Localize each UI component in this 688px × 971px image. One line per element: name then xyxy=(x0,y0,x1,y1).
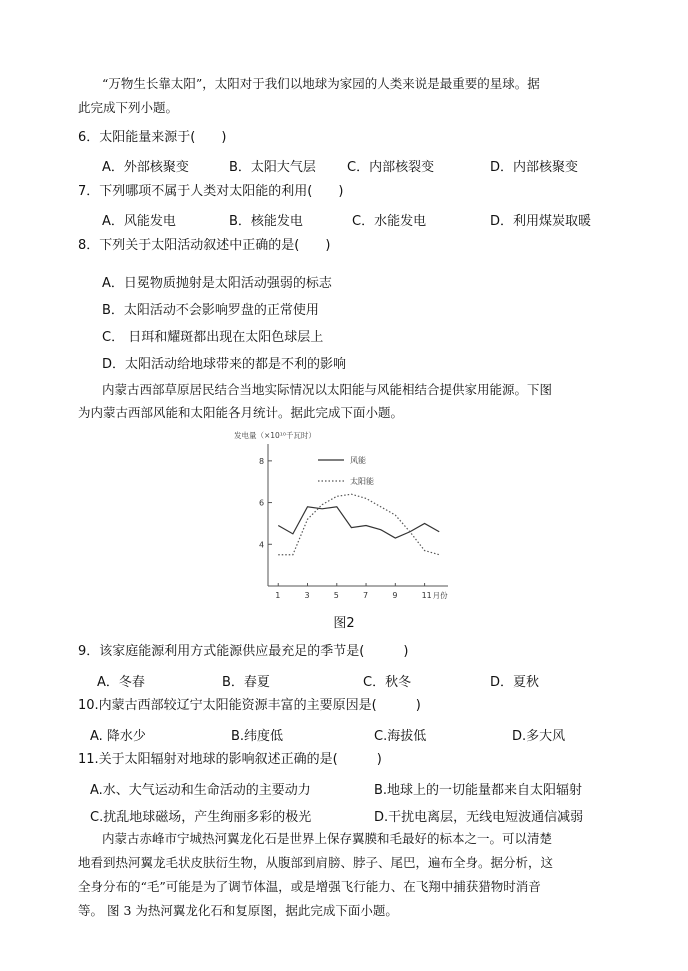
question-7-option-c: C．水能发电 xyxy=(352,214,427,229)
x-tick-label: 3 xyxy=(304,591,310,600)
x-axis-unit: 月份 xyxy=(432,591,448,600)
passage3-line2: 地看到热河翼龙毛状皮肤衍生物，从腹部到肩膀、脖子、尾巴，遍布全身。据分析，这 xyxy=(78,855,554,870)
question-6-option-a: A．外部核聚变 xyxy=(102,160,189,175)
question-10-option-b: B.纬度低 xyxy=(231,729,284,744)
question-7-option-a: A．风能发电 xyxy=(102,214,176,229)
passage2-line1: 内蒙古西部草原居民结合当地实际情况以太阳能与风能相结合提供家用能源。下图 xyxy=(102,382,553,397)
question-7-option-b: B．核能发电 xyxy=(229,214,303,229)
figure-caption: 图2 xyxy=(333,616,355,631)
question-8-option-b: B．太阳活动不会影响罗盘的正常使用 xyxy=(102,303,319,318)
question-11-stem: 11.关于太阳辐射对地球的影响叙述正确的是( ) xyxy=(78,752,382,767)
question-11-option-a: A.水、大气运动和生命活动的主要动力 xyxy=(90,783,311,798)
question-9-option-d: D．夏秋 xyxy=(490,675,540,690)
question-6-option-c: C．内部核裂变 xyxy=(347,160,435,175)
question-6-stem: 6．太阳能量来源于( ) xyxy=(78,130,227,145)
question-11-option-d: D.干扰电离层，无线电短波通信减弱 xyxy=(374,810,584,825)
x-tick-label: 5 xyxy=(333,591,339,600)
question-10-option-a: A. 降水少 xyxy=(90,729,146,744)
question-9-option-a: A．冬春 xyxy=(97,675,145,690)
y-tick-label: 8 xyxy=(259,456,265,466)
x-tick-label: 9 xyxy=(392,591,398,600)
energy-line-chart xyxy=(230,430,460,605)
question-10-option-d: D.多大风 xyxy=(512,729,566,744)
question-6-option-b: B．太阳大气层 xyxy=(229,160,316,175)
question-6-option-d: D．内部核聚变 xyxy=(490,160,579,175)
question-9-option-c: C．秋冬 xyxy=(363,675,412,690)
question-8-option-c: C． 日珥和耀斑都出现在太阳色球层上 xyxy=(102,330,324,345)
legend-label-wind: 风能 xyxy=(350,456,366,465)
energy-chart xyxy=(230,430,460,605)
y-axis-label: 发电量（×10¹⁰千瓦时） xyxy=(234,431,316,440)
legend-label-solar: 太阳能 xyxy=(350,477,374,486)
series-line-solar xyxy=(278,494,439,554)
question-10-stem: 10.内蒙古西部较辽宁太阳能资源丰富的主要原因是( ) xyxy=(78,698,421,713)
question-8-option-a: A．日冕物质抛射是太阳活动强弱的标志 xyxy=(102,276,332,291)
x-tick-label: 11 xyxy=(421,591,432,600)
y-tick-label: 6 xyxy=(259,498,265,508)
passage2-line2: 为内蒙古西部风能和太阳能各月统计。据此完成下面小题。 xyxy=(78,405,404,420)
question-11-option-b: B.地球上的一切能量都来自太阳辐射 xyxy=(374,783,583,798)
question-9-option-b: B．春夏 xyxy=(222,675,270,690)
question-10-option-c: C.海拔低 xyxy=(374,729,427,744)
question-9-stem: 9．该家庭能源利用方式能源供应最充足的季节是( ) xyxy=(78,644,409,659)
passage1-line1: “万物生长靠太阳”，太阳对于我们以地球为家园的人类来说是最重要的星球。据 xyxy=(102,76,540,91)
y-tick-label: 4 xyxy=(259,540,265,550)
passage3-line4: 等。 图 3 为热河翼龙化石和复原图，据此完成下面小题。 xyxy=(78,903,398,918)
x-tick-label: 7 xyxy=(363,591,369,600)
question-8-stem: 8．下列关于太阳活动叙述中正确的是( ) xyxy=(78,238,331,253)
x-tick-label: 1 xyxy=(275,591,281,600)
question-7-option-d: D．利用煤炭取暖 xyxy=(490,214,592,229)
question-8-option-d: D．太阳活动给地球带来的都是不利的影响 xyxy=(102,357,347,372)
question-11-option-c: C.扰乱地球磁场，产生绚丽多彩的极光 xyxy=(90,810,312,825)
passage3-line3: 全身分布的“毛”可能是为了调节体温，或是增强飞行能力、在飞翔中捕获猎物时消音 xyxy=(78,879,541,894)
passage3-line1: 内蒙古赤峰市宁城热河翼龙化石是世界上保存翼膜和毛最好的标本之一。可以清楚 xyxy=(102,831,553,846)
series-line-wind xyxy=(278,507,439,538)
question-7-stem: 7．下列哪项不属于人类对太阳能的利用( ) xyxy=(78,184,344,199)
passage1-line2: 此完成下列小题。 xyxy=(78,100,179,115)
